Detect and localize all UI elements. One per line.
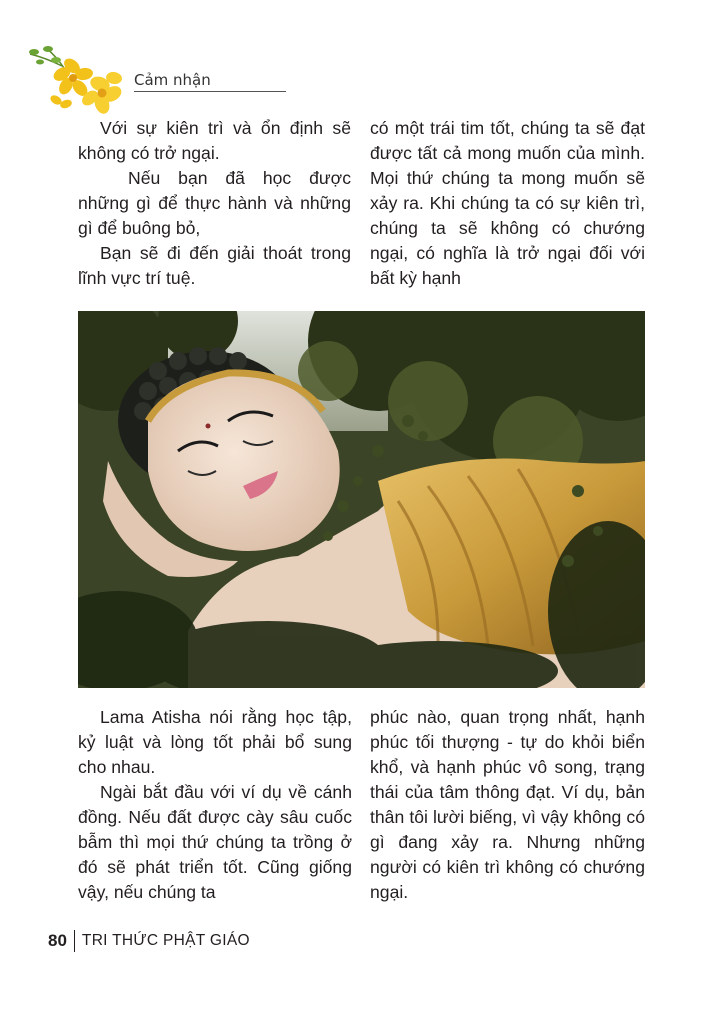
- paragraph: Nếu bạn đã học được những gì để thực hành và những gì để buông bỏ,: [78, 168, 351, 238]
- paragraph: Lama Atisha nói rằng học tập, kỷ luật và lòng tốt phải bổ sung cho nhau.: [78, 707, 352, 777]
- section-rule: [134, 91, 286, 92]
- paragraph: phúc nào, quan trọng nhất, hạnh phúc tối thượng - tự do khỏi biển khổ, và hạnh phúc vô song, trạng thái của tâm thông đạt. Ví dụ, bản thân tôi lười biếng, vì vậy không có gì đang xảy ra. Nhưng những người có kiên trì không có chướng ngại.: [370, 707, 645, 902]
- text-column-2: [370, 116, 645, 291]
- text-column-4: [370, 705, 645, 905]
- paragraph: có một trái tim tốt, chúng ta sẽ đạt được tất cả mong muốn của mình. Mọi thứ chúng ta mong muốn sẽ xảy ra. Khi chúng ta có sự kiên trì, chúng ta sẽ không có chướng ngại, có nghĩa là trở ngại đối với bất kỳ hạnh: [370, 118, 645, 288]
- footer-divider: [74, 930, 75, 952]
- paragraph: Với sự kiên trì và ổn định sẽ không có trở ngại.: [78, 118, 351, 163]
- paragraph: Bạn sẽ đi đến giải thoát trong lĩnh vực trí tuệ.: [78, 243, 351, 288]
- text-column-3: [78, 705, 352, 905]
- page-footer: [48, 927, 250, 955]
- magazine-title: TRI THỨC PHẬT GIÁO: [81, 932, 250, 949]
- text-column-1: [78, 116, 351, 291]
- reclining-buddha-photo: [78, 311, 645, 688]
- flower-decoration-icon: [26, 44, 136, 114]
- paragraph: Ngài bắt đầu với ví dụ về cánh đồng. Nếu đất được cày sâu cuốc bẫm thì mọi thứ chúng ta trồng ở đó sẽ phát triển tốt. Cũng giống vậy, nếu chúng ta: [78, 782, 352, 902]
- page-number: 80: [48, 931, 67, 950]
- section-label: Cảm nhận: [134, 71, 211, 89]
